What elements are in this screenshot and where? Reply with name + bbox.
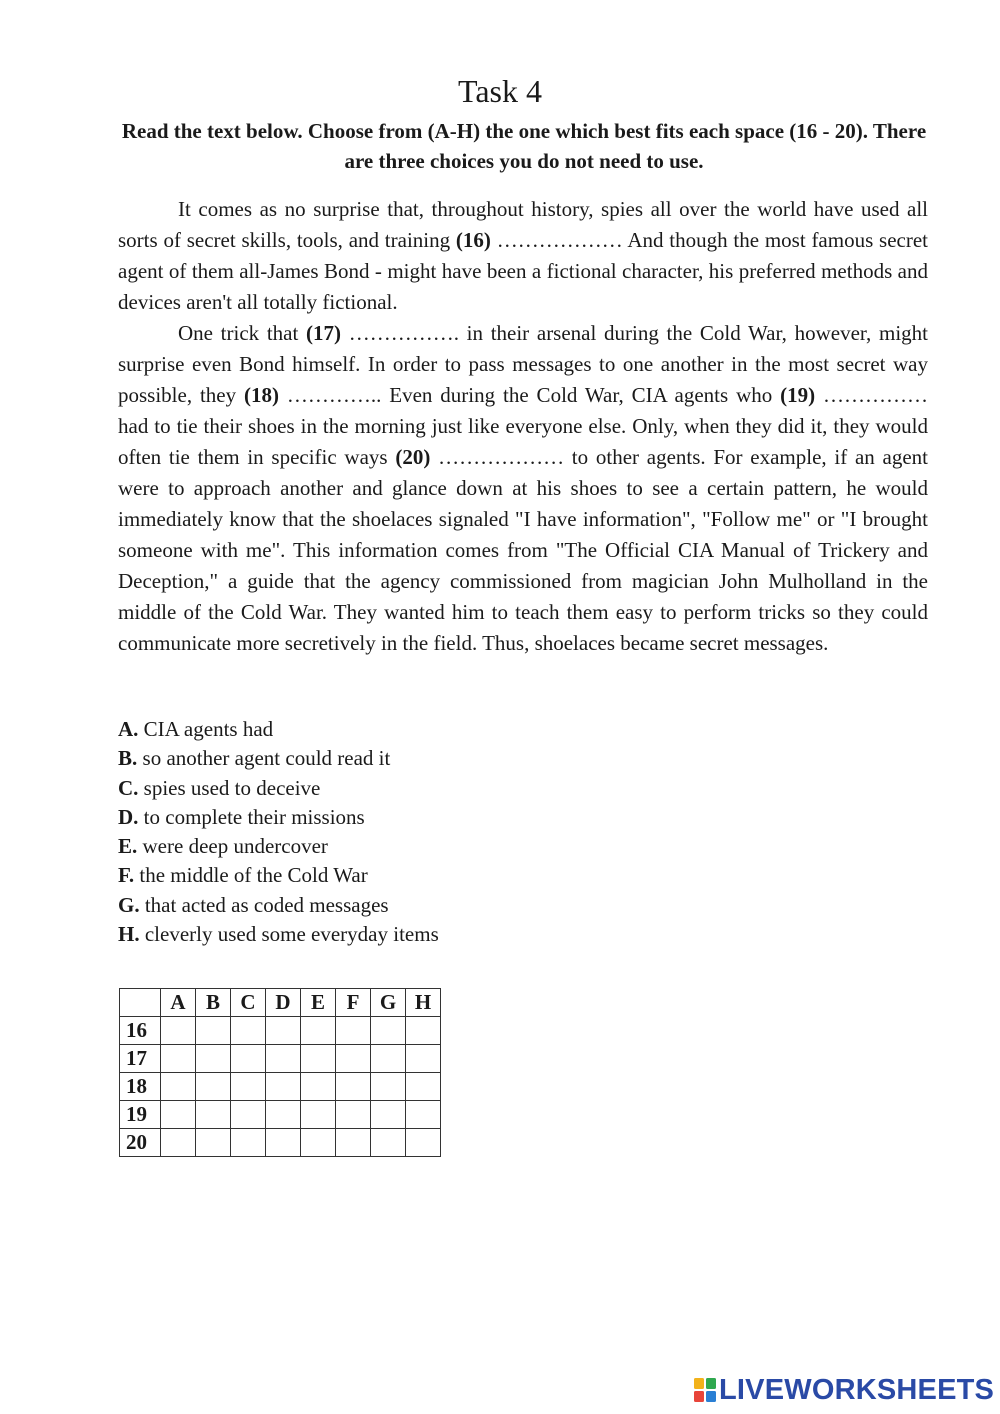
- gap-number-19: (19): [780, 383, 816, 407]
- answer-grid-corner: [120, 989, 161, 1017]
- column-header: B: [196, 989, 231, 1017]
- answer-cell[interactable]: [336, 1129, 371, 1157]
- option-text: to complete their missions: [143, 804, 365, 829]
- gap-number-18: (18): [244, 383, 280, 407]
- answer-cell[interactable]: [196, 1073, 231, 1101]
- answer-cell[interactable]: [336, 1017, 371, 1045]
- passage-text: to other agents. For example, if an agent were to approach another and glance down at his shoes to see a certain pattern, he would immediately know that the shoelaces signaled "I have information", "Follow me" or "I brought someone with me". This information comes from "The Official CIA Manual of Trickery and Deception," a guide that the agency commissioned from magician John Mulholland in the middle of the Cold War. They wanted him to teach them easy to perform tricks so they could communicate more secretively in the field. Thus, shoelaces became secret messages.: [118, 445, 928, 655]
- liveworksheets-logo-text: LIVEWORKSHEETS: [719, 1374, 995, 1406]
- answer-cell[interactable]: [231, 1017, 266, 1045]
- answer-cell[interactable]: [161, 1017, 196, 1045]
- answer-cell[interactable]: [266, 1045, 301, 1073]
- gap-blank-20[interactable]: ………………: [430, 445, 572, 469]
- answer-cell[interactable]: [406, 1045, 441, 1073]
- passage-paragraph-2: [118, 318, 928, 659]
- column-header: G: [371, 989, 406, 1017]
- answer-cell[interactable]: [161, 1129, 196, 1157]
- option-e: [118, 832, 439, 861]
- answer-grid-header-row: [120, 989, 441, 1017]
- option-text: CIA agents had: [143, 717, 274, 741]
- option-d: [118, 803, 439, 832]
- gap-number-20: (20): [395, 445, 431, 469]
- task-instructions: Read the text below. Choose from (A-H) the one which best fits each space (16 - 20). There are three choices you do not need to use.: [121, 119, 927, 173]
- option-letter: A.: [118, 717, 139, 741]
- answer-cell[interactable]: [301, 1101, 336, 1129]
- option-text: spies used to deceive: [143, 775, 321, 800]
- passage-paragraph-1: [118, 194, 928, 318]
- passage-text: in their arsenal during the Cold War, however, might surprise even Bond himself. In order to pass messages to one another in the most secret way possible, they: [118, 321, 928, 407]
- option-text: were deep undercover: [142, 834, 328, 859]
- answer-cell[interactable]: [371, 1101, 406, 1129]
- reading-passage: [118, 194, 928, 659]
- option-c: [118, 774, 439, 803]
- option-letter: E.: [118, 834, 138, 859]
- passage-text: had to tie their shoes in the morning just like everyone else. Only, when they did it, they would often tie them in specific ways: [118, 414, 928, 469]
- column-header: E: [301, 989, 336, 1017]
- option-text: that acted as coded messages: [144, 892, 389, 917]
- answer-cell[interactable]: [231, 1129, 266, 1157]
- answer-cell[interactable]: [231, 1073, 266, 1101]
- gap-number-16: (16): [455, 228, 491, 252]
- passage-text: It comes as no surprise that, throughout history, spies all over the world have used all sorts of secret skills, tools, and training: [118, 197, 928, 252]
- row-header: 20: [120, 1129, 161, 1157]
- answer-cell[interactable]: [406, 1017, 441, 1045]
- liveworksheets-logo: [693, 1374, 994, 1406]
- answer-cell[interactable]: [266, 1073, 301, 1101]
- answer-cell[interactable]: [371, 1129, 406, 1157]
- answer-row-20: [120, 1129, 441, 1157]
- answer-cell[interactable]: [196, 1129, 231, 1157]
- answer-row-17: [120, 1045, 441, 1073]
- answer-cell[interactable]: [371, 1073, 406, 1101]
- answer-options-list: [118, 715, 439, 949]
- answer-row-18: [120, 1073, 441, 1101]
- answer-cell[interactable]: [231, 1101, 266, 1129]
- answer-cell[interactable]: [301, 1129, 336, 1157]
- row-header: 16: [120, 1017, 161, 1045]
- column-header: F: [336, 989, 371, 1017]
- column-header: H: [406, 989, 441, 1017]
- answer-cell[interactable]: [266, 1017, 301, 1045]
- option-text: cleverly used some everyday items: [144, 922, 439, 947]
- answer-cell[interactable]: [196, 1101, 231, 1129]
- passage-text: One trick that: [178, 321, 307, 345]
- column-header: A: [161, 989, 196, 1017]
- option-h: [118, 920, 439, 949]
- option-text: so another agent could read it: [142, 746, 391, 771]
- gap-blank-18[interactable]: …………..: [279, 383, 390, 407]
- option-f: [118, 861, 439, 890]
- row-header: 17: [120, 1045, 161, 1073]
- answer-cell[interactable]: [196, 1045, 231, 1073]
- option-b: [118, 744, 439, 773]
- answer-cell[interactable]: [336, 1073, 371, 1101]
- option-letter: B.: [118, 746, 138, 771]
- column-header: D: [266, 989, 301, 1017]
- answer-cell[interactable]: [371, 1045, 406, 1073]
- answer-cell[interactable]: [336, 1101, 371, 1129]
- passage-text: Even during the Cold War, CIA agents who: [389, 383, 781, 407]
- gap-blank-17[interactable]: …………….: [341, 321, 467, 345]
- option-letter: D.: [118, 804, 139, 829]
- option-letter: H.: [118, 922, 140, 947]
- answer-cell[interactable]: [266, 1101, 301, 1129]
- row-header: 19: [120, 1101, 161, 1129]
- answer-cell[interactable]: [336, 1045, 371, 1073]
- answer-cell[interactable]: [301, 1073, 336, 1101]
- answer-cell[interactable]: [231, 1045, 266, 1073]
- answer-cell[interactable]: [406, 1101, 441, 1129]
- answer-cell[interactable]: [371, 1017, 406, 1045]
- liveworksheets-logo-icon: [693, 1377, 717, 1403]
- option-g: [118, 891, 439, 920]
- answer-cell[interactable]: [406, 1129, 441, 1157]
- gap-blank-19[interactable]: ……………: [815, 383, 929, 407]
- answer-cell[interactable]: [196, 1017, 231, 1045]
- row-header: 18: [120, 1073, 161, 1101]
- answer-cell[interactable]: [301, 1017, 336, 1045]
- gap-blank-16[interactable]: ………………: [490, 228, 628, 252]
- answer-row-16: [120, 1017, 441, 1045]
- answer-cell[interactable]: [161, 1045, 196, 1073]
- task-title: Task 4: [458, 73, 542, 109]
- answer-cell[interactable]: [161, 1101, 196, 1129]
- option-a: [118, 715, 439, 744]
- answer-cell[interactable]: [266, 1129, 301, 1157]
- option-letter: F.: [118, 863, 135, 888]
- column-header: C: [231, 989, 266, 1017]
- option-letter: G.: [118, 892, 140, 917]
- answer-row-19: [120, 1101, 441, 1129]
- option-text: the middle of the Cold War: [139, 863, 368, 888]
- gap-number-17: (17): [306, 321, 342, 345]
- answer-grid: [119, 988, 441, 1157]
- answer-cell[interactable]: [161, 1073, 196, 1101]
- answer-cell[interactable]: [301, 1045, 336, 1073]
- passage-text: And though the most famous secret agent of them all-James Bond - might have been a fictional character, his preferred methods and devices aren't all totally fictional.: [118, 228, 929, 314]
- option-letter: C.: [118, 775, 139, 800]
- answer-cell[interactable]: [406, 1073, 441, 1101]
